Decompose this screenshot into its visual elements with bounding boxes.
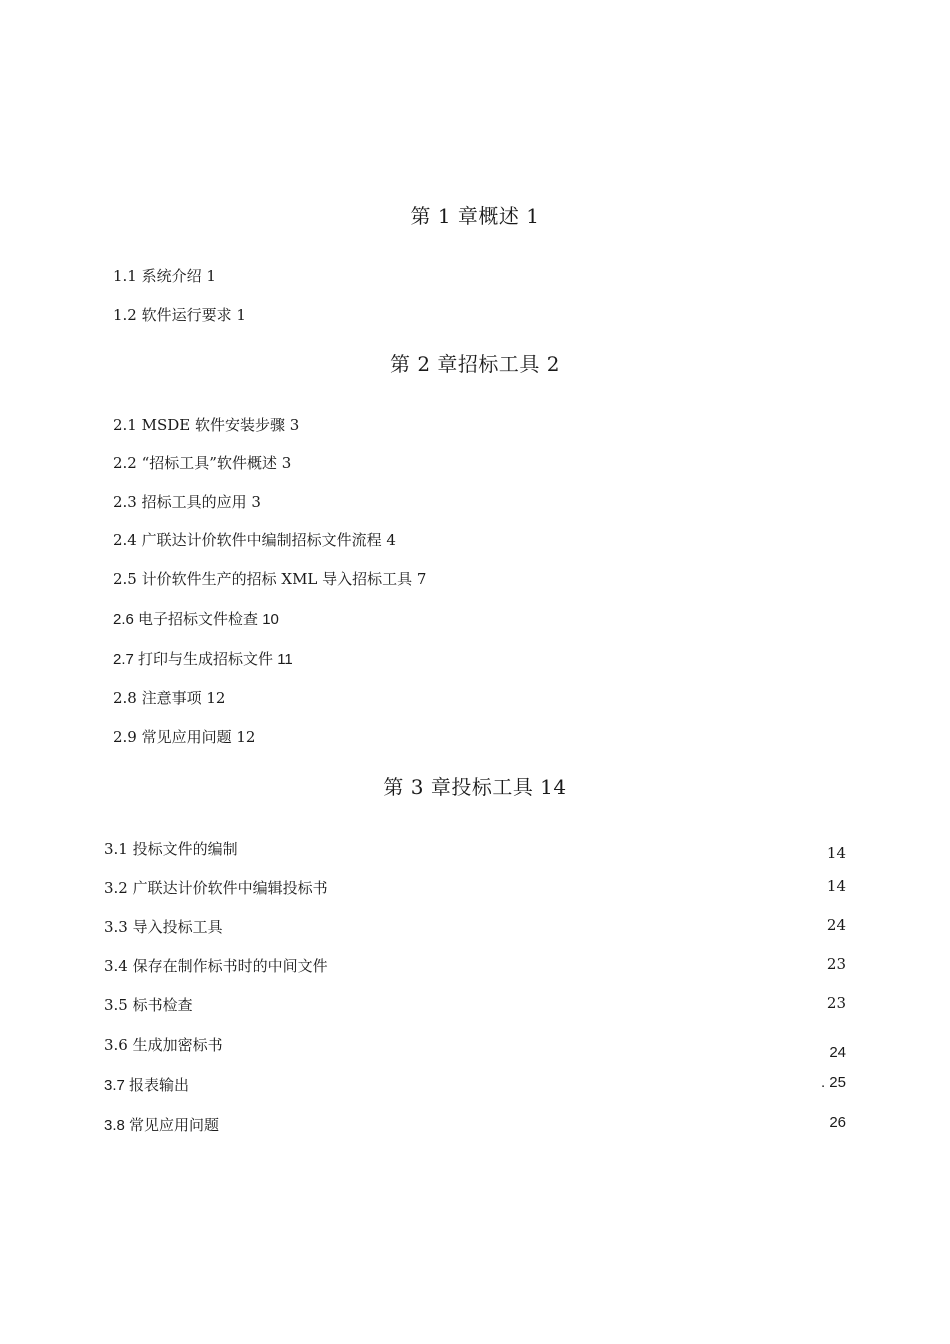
toc-entry-3-5: 3.5 标书检查 (104, 996, 193, 1014)
toc-entry-3-3: 3.3 导入投标工具 (104, 918, 223, 936)
toc-entry-2-9: 2.9 常见应用问题 12 (113, 728, 256, 746)
toc-entry-3-4: 3.4 保存在制作标书时的中间文件 (104, 957, 328, 975)
chapter-1-heading: 第 1 章概述 1 (410, 204, 540, 228)
toc-entry-2-2: 2.2 “招标工具”软件概述 3 (113, 454, 292, 472)
toc-entry-3-7: 3.7 报表输出 (104, 1077, 190, 1094)
chapter-3-heading: 第 3 章投标工具 14 (383, 775, 567, 799)
toc-entry-2-7: 2.7 打印与生成招标文件 11 (113, 651, 293, 668)
toc-page-3-5: 23 (826, 994, 846, 1012)
toc-entry-1-2: 1.2 软件运行要求 1 (113, 306, 246, 324)
toc-entry-2-5: 2.5 计价软件生产的招标 XML 导入招标工具 7 (113, 570, 427, 588)
toc-page-3-1: 14 (826, 844, 846, 862)
toc-entry-3-2: 3.2 广联达计价软件中编辑投标书 (104, 879, 328, 897)
toc-entry-1-1: 1.1 系统介绍 1 (113, 267, 216, 285)
toc-entry-3-1: 3.1 投标文件的编制 (104, 840, 238, 858)
toc-page-3-6: 24 (829, 1044, 846, 1061)
chapter-2-heading: 第 2 章招标工具 2 (389, 352, 561, 376)
toc-entry-2-8: 2.8 注意事项 12 (113, 689, 226, 707)
toc-entry-2-6: 2.6 电子招标文件检查 10 (113, 611, 279, 628)
toc-page-3-3: 24 (826, 916, 846, 934)
toc-page-3-8: 26 (829, 1114, 846, 1131)
toc-page-3-4: 23 (826, 955, 846, 973)
toc-entry-3-8: 3.8 常见应用问题 (104, 1117, 220, 1134)
toc-page-3-7: . 25 (820, 1074, 846, 1091)
toc-entry-2-4: 2.4 广联达计价软件中编制招标文件流程 4 (113, 531, 396, 549)
toc-entry-3-6: 3.6 生成加密标书 (104, 1036, 223, 1054)
toc-page-3-2: 14 (826, 877, 846, 895)
toc-entry-2-1: 2.1 MSDE 软件安装步骤 3 (113, 416, 300, 434)
toc-entry-2-3: 2.3 招标工具的应用 3 (113, 493, 261, 511)
